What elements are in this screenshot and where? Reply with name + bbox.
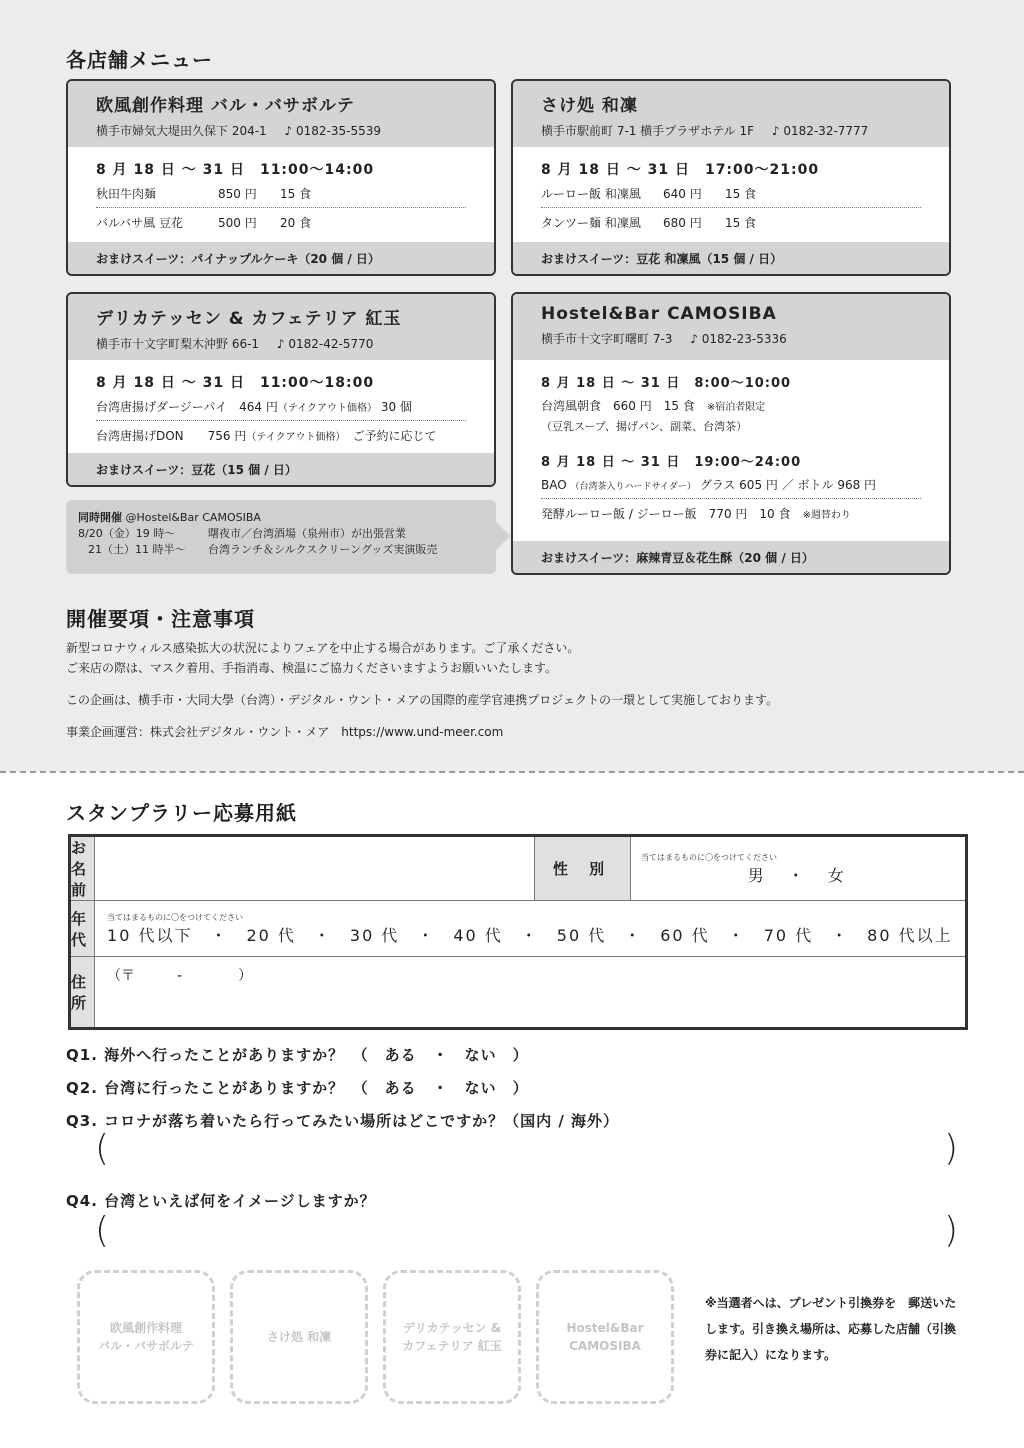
menu-date: 8 月 18 日 ～ 31 日 11:00～14:00 <box>96 162 375 178</box>
stamp-box-camosiba: Hostel&Bar CAMOSIBA <box>536 1270 674 1404</box>
menu-item <box>541 391 921 416</box>
gender-field[interactable] <box>631 836 967 901</box>
menu-date-breakfast: 8 月 18 日 ～ 31 日 8:00～10:00 <box>541 376 792 391</box>
phone-icon: ♪ <box>690 332 698 346</box>
menu-item-detail: （豆乳スープ、揚げパン、副菜、台湾茶） <box>541 420 748 433</box>
store-card-header <box>513 81 949 147</box>
store-card-camosiba <box>511 292 951 575</box>
gender-options[interactable]: 男 ・ 女 <box>747 865 848 885</box>
note-line: この企画は、横手市・大同大學（台湾）・デジタル・ウント・メアの国際的産学官連携プロジェクトの一環として実施しております。 <box>66 693 779 707</box>
stamp-box-bal-basaborute: 欧風創作料理 バル・バサボルテ <box>77 1270 215 1404</box>
stamp-box-kougyoku: デリカテッセン & カフェテリア 紅玉 <box>383 1270 521 1404</box>
menu-date: 8 月 18 日 ～ 31 日 17:00～21:00 <box>541 162 820 178</box>
question-3: Q3. コロナが落ち着いたら行ってみたい場所はどこですか？（国内 / 海外） <box>66 1112 620 1130</box>
note-line: 新型コロナウィルス感染拡大の状況によりフェアを中止する場合があります。ご了承ください。 <box>66 641 580 655</box>
item-note: （台湾茶入りハードサイダー） <box>570 482 696 492</box>
question-4: Q4. 台湾といえば何をイメージしますか？ <box>66 1192 376 1210</box>
answer-close-paren: ) <box>944 1210 959 1251</box>
bonus-sweets: おまけスイーツ：豆花 和凜風（15 個 / 日） <box>513 242 949 274</box>
item-qty: 15 食 <box>280 187 312 201</box>
age-field[interactable] <box>95 901 967 957</box>
address-field[interactable] <box>95 957 967 1029</box>
answer-4-field[interactable] <box>115 1217 935 1253</box>
store-menu <box>68 147 494 236</box>
store-address: 横手市十文字町曙町 7-3 <box>541 332 673 346</box>
phone-icon: ♪ <box>276 337 285 351</box>
concurrent-event-line <box>78 526 496 542</box>
item-note: （テイクアウト価格） <box>277 403 377 414</box>
store-address-line <box>96 122 494 139</box>
organizer-line: 事業企画運営：株式会社デジタル・ウント・メア https://www.und-meer.com <box>66 725 504 739</box>
item-price: 680 円 <box>663 216 702 230</box>
age-label: 年 代 <box>70 901 95 957</box>
item-price: 850 円 <box>218 187 257 201</box>
phone-number <box>772 124 869 138</box>
address-label: 住 所 <box>70 957 95 1029</box>
store-name: 欧風創作料理 バル・バサボルテ <box>96 96 355 116</box>
item-qty: ご予約に応じて <box>340 429 437 443</box>
phone-number <box>690 332 787 346</box>
store-address-line <box>541 330 949 347</box>
menu-item <box>541 470 921 499</box>
item-name: タンツー麺 和凜風 <box>541 216 641 230</box>
concurrent-event-label: 同時開催 <box>78 511 122 524</box>
concurrent-event-box <box>66 500 496 574</box>
store-address: 横手市婦気大堤田久保下 204-1 <box>96 124 267 138</box>
item-name: ルーロー飯 和凜風 <box>541 187 641 201</box>
event-desc: 台湾ランチ＆シルクスクリーングッズ実演販売 <box>208 543 438 556</box>
item-name: 秋田牛肉麺 <box>96 187 157 201</box>
event-time: 21（土）11 時半～ <box>88 543 186 556</box>
store-address: 横手市駅前町 7-1 横手プラザホテル 1F <box>541 124 754 138</box>
concurrent-event-venue: @Hostel&Bar CAMOSIBA <box>125 511 261 524</box>
item-note: ※宿泊者限定 <box>706 402 766 413</box>
item-note: （テイクアウト価格） <box>246 432 341 443</box>
store-menu <box>513 360 949 527</box>
menu-item <box>541 179 921 208</box>
store-address: 横手市十文字町梨木沖野 66-1 <box>96 337 260 351</box>
store-card-header <box>513 294 949 360</box>
menu-item <box>96 421 466 449</box>
store-name: デリカテッセン & カフェテリア 紅玉 <box>96 309 402 329</box>
cut-line <box>0 771 1024 773</box>
item-qty: 15 食 <box>725 216 757 230</box>
store-card-kougyoku <box>66 292 496 487</box>
item-price: 500 円 <box>218 216 257 230</box>
item-name: BAO <box>541 478 567 492</box>
name-label: お名前 <box>70 836 95 901</box>
answer-open-paren: ( <box>95 1210 110 1251</box>
phone-text: 0182-23-5336 <box>701 332 787 346</box>
store-menu <box>513 147 949 236</box>
phone-text: 0182-32-7777 <box>783 124 869 138</box>
menu-item <box>96 392 466 421</box>
phone-text: 0182-35-5539 <box>296 124 382 138</box>
question-2: Q2. 台湾に行ったことがありますか？ （ ある ・ ない ） <box>66 1079 529 1097</box>
bonus-sweets: おまけスイーツ：パイナップルケーキ（20 個 / 日） <box>68 242 494 274</box>
age-hint: 当てはまるものに〇をつけてください <box>107 912 244 922</box>
phone-icon: ♪ <box>284 124 293 138</box>
event-desc: 曙夜市／台湾酒場（泉州市）が出張営業 <box>208 527 406 540</box>
item-note: ※週替わり <box>802 510 851 521</box>
store-name: さけ処 和凜 <box>541 96 638 116</box>
bonus-sweets: おまけスイーツ：豆花（15 個 / 日） <box>68 453 494 485</box>
concurrent-event-line <box>78 542 496 558</box>
notes <box>66 638 778 742</box>
answer-close-paren: ) <box>944 1128 959 1169</box>
phone-number <box>285 124 382 138</box>
phone-icon: ♪ <box>771 124 780 138</box>
menu-item <box>96 179 466 208</box>
bonus-sweets: おまけスイーツ：麻辣青豆＆花生酥（20 個 / 日） <box>513 541 949 573</box>
item-price: 640 円 <box>663 187 702 201</box>
name-field[interactable] <box>95 836 535 901</box>
entry-form <box>68 834 968 1030</box>
store-name: Hostel&Bar CAMOSIBA <box>541 304 777 324</box>
concurrent-event-title <box>78 510 496 526</box>
form-section-title: スタンプラリー応募用紙 <box>66 801 297 825</box>
store-card-sakedokoro-warin <box>511 79 951 276</box>
menu-item <box>96 208 466 236</box>
prize-note: ※当選者へは、プレゼント引換券を 郵送いたします。引き換え場所は、応募した店舗（引換券に記入）になります。 <box>705 1296 957 1362</box>
question-1: Q1. 海外へ行ったことがありますか？ （ ある ・ ない ） <box>66 1046 529 1064</box>
item-qty: 20 食 <box>280 216 312 230</box>
postal-code-field[interactable]: （〒 - ） <box>107 968 253 984</box>
store-card-header <box>68 81 494 147</box>
menu-date-night: 8 月 18 日 ～ 31 日 19:00～24:00 <box>541 455 802 470</box>
menu-item <box>541 208 921 236</box>
item-text: 台湾唐揚げDON 756 円 <box>96 429 247 443</box>
phone-number <box>277 337 374 351</box>
menu-section-title: 各店舗メニュー <box>66 48 213 72</box>
store-address-line <box>541 122 949 139</box>
store-card-bal-basaborute <box>66 79 496 276</box>
item-text: 台湾唐揚げダージーパイ 464 円 <box>96 400 278 414</box>
stamp-box-warin: さけ処 和凜 <box>230 1270 368 1404</box>
answer-open-paren: ( <box>95 1128 110 1169</box>
gender-label: 性 別 <box>535 836 631 901</box>
age-options[interactable]: 10 代以下 ・ 20 代 ・ 30 代 ・ 40 代 ・ 50 代 ・ 60 代 ・ 70 代 ・ 80 代以上 <box>107 925 953 945</box>
info-section-title: 開催要項・注意事項 <box>66 607 255 631</box>
item-text: 発酵ルーロー飯 / ジーロー飯 770 円 10 食 <box>541 507 791 521</box>
item-qty: 15 食 <box>725 187 757 201</box>
store-card-header <box>68 294 494 360</box>
item-text: 台湾風朝食 660 円 15 食 <box>541 399 695 413</box>
menu-item <box>541 499 921 527</box>
store-address-line <box>96 335 494 352</box>
phone-text: 0182-42-5770 <box>288 337 374 351</box>
menu-date: 8 月 18 日 ～ 31 日 11:00～18:00 <box>96 375 375 391</box>
answer-3-field[interactable] <box>115 1135 935 1171</box>
note-line: ご来店の際は、マスク着用、手指消毒、検温にご協力くださいますようお願いいたします。 <box>66 661 558 675</box>
event-time: 8/20（金）19 時～ <box>78 527 176 540</box>
item-name: バルバサ風 豆花 <box>96 216 183 230</box>
store-menu <box>68 360 494 449</box>
item-qty: 30 個 <box>380 400 412 414</box>
item-price: グラス 605 円 ／ ボトル 968 円 <box>699 478 877 492</box>
gender-hint: 当てはまるものに〇をつけてください <box>641 852 778 862</box>
